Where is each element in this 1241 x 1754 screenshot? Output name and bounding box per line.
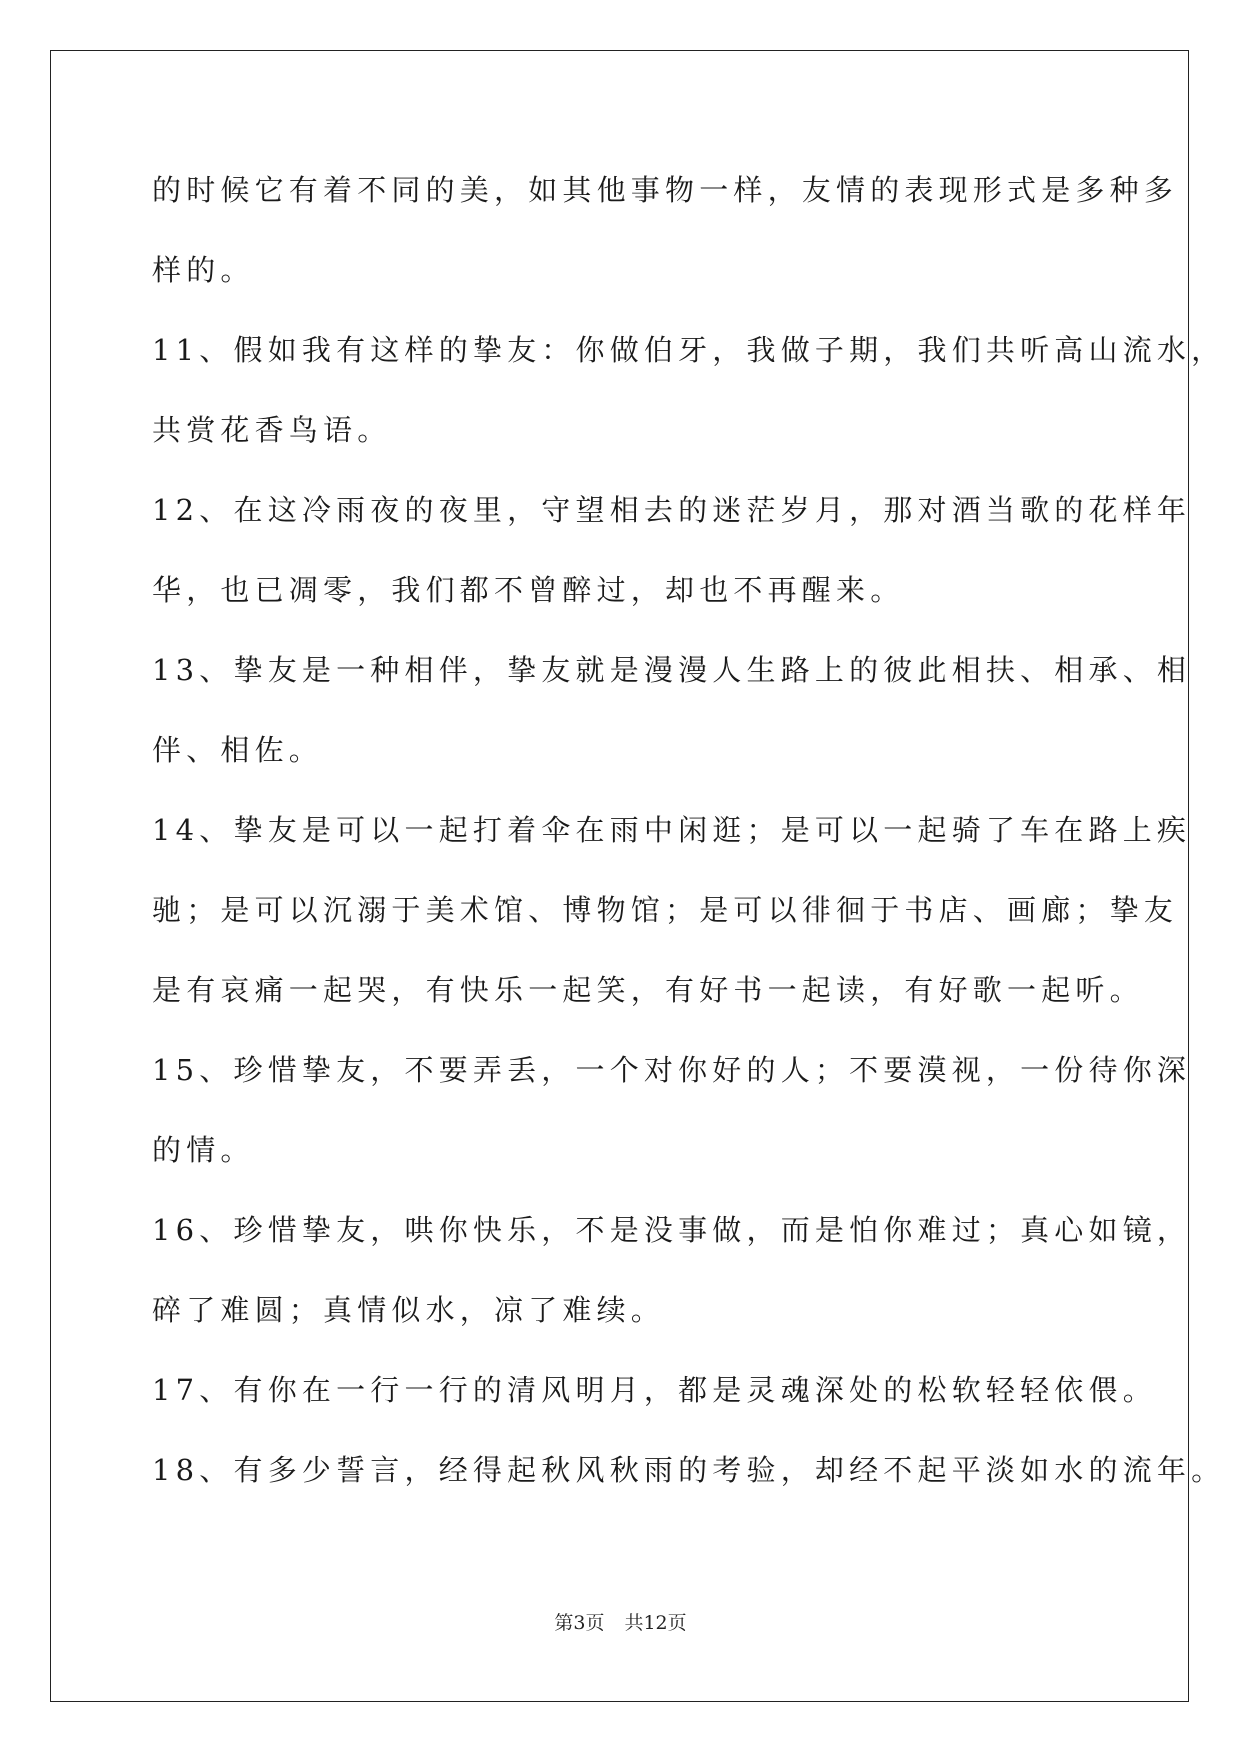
document-body [152,162,1226,1522]
paragraph-line: 是有哀痛一起哭，有快乐一起笑，有好书一起读，有好歌一起听。 [152,973,1144,1007]
paragraph-line: 13、挚友是一种相伴，挚友就是漫漫人生路上的彼此相扶、相承、相 [152,653,1192,687]
paragraph-line: 16、珍惜挚友，哄你快乐，不是没事做，而是怕你难过；真心如镜， [152,1213,1192,1247]
paragraph-line: 14、挚友是可以一起打着伞在雨中闲逛；是可以一起骑了车在路上疾 [152,813,1192,847]
page-number: 第3页 [554,1612,605,1634]
paragraph-line: 的时候它有着不同的美，如其他事物一样，友情的表现形式是多种多 [152,173,1179,207]
paragraph-line: 的情。 [152,1133,255,1167]
paragraph-line: 驰；是可以沉溺于美术馆、博物馆；是可以徘徊于书店、画廊；挚友 [152,893,1179,927]
paragraph-line: 15、珍惜挚友，不要弄丢，一个对你好的人；不要漠视，一份待你深 [152,1053,1192,1087]
page-footer [0,1608,1241,1635]
paragraph-line: 共赏花香鸟语。 [152,413,392,447]
paragraph-line: 伴、相佐。 [152,733,324,767]
paragraph-line: 17、有你在一行一行的清风明月，都是灵魂深处的松软轻轻依偎。 [152,1373,1157,1407]
paragraph-line: 样的。 [152,253,255,287]
paragraph-line: 11、假如我有这样的挚友：你做伯牙，我做子期，我们共听高山流水， [152,333,1226,367]
paragraph-line: 华，也已凋零，我们都不曾醉过，却也不再醒来。 [152,573,905,607]
paragraph-line: 18、有多少誓言，经得起秋风秋雨的考验，却经不起平淡如水的流年。 [152,1453,1226,1487]
paragraph-line: 碎了难圆；真情似水，凉了难续。 [152,1293,666,1327]
paragraph-line: 12、在这冷雨夜的夜里，守望相去的迷茫岁月，那对酒当歌的花样年 [152,493,1192,527]
page-total: 共12页 [624,1612,687,1634]
